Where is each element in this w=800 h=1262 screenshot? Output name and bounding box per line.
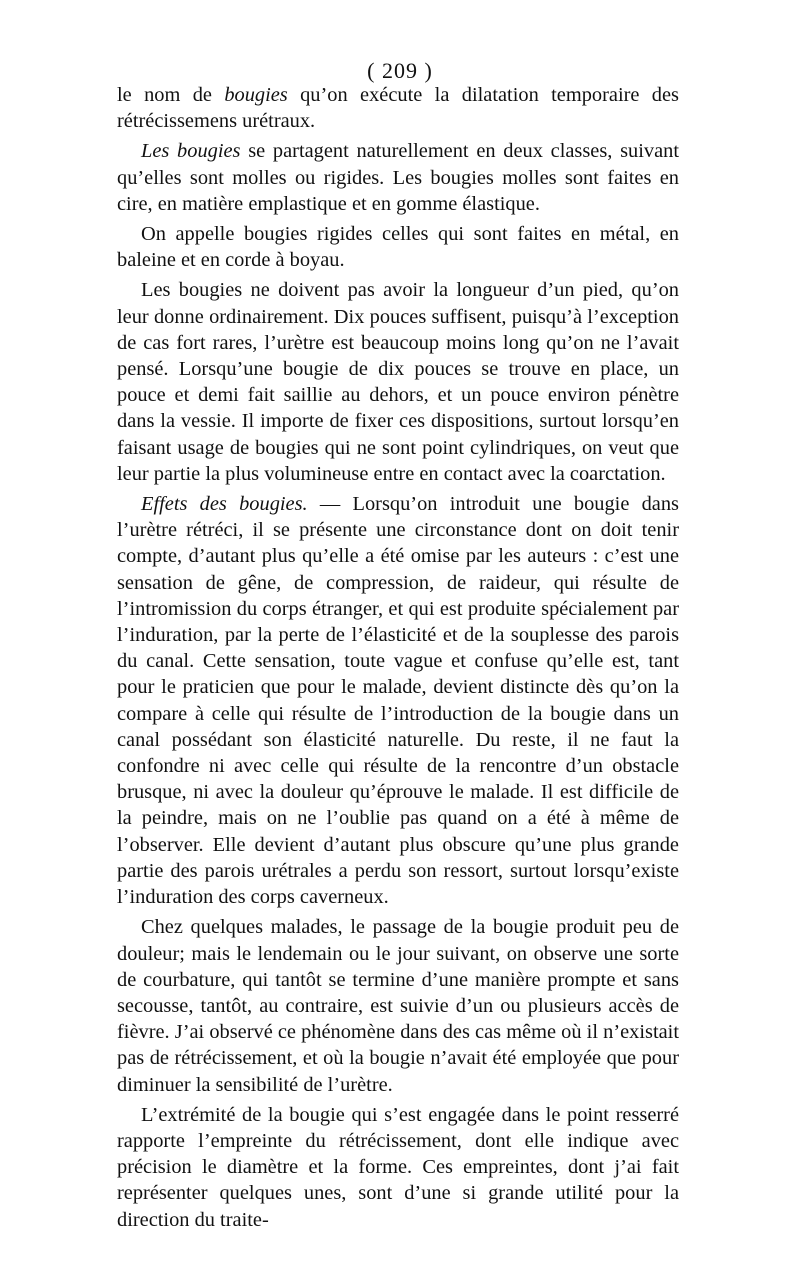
paragraph [117, 82, 679, 134]
paragraph [117, 1102, 679, 1233]
text-run: — Lorsqu’on introduit une bougie dans l’urètre rétréci, il se présente une circonstance dont on doit tenir compte, d’autant plus qu’elle a été omise par les auteurs : c’est une sensation de gêne, de compression, de raideur, qui résulte de l’intromission du corps étranger, et qui est produite spécialement par l’induration, par la perte de l’élasticité et de la souplesse des parois du canal. Cette sensation, toute vague et confuse qu’elle est, tant pour le praticien que pour le malade, devient distincte dès qu’on la compare à celle qui résulte de l’introduction de la bougie dans un canal possédant son élasticité naturelle. Du reste, il ne faut la confondre ni avec celle qui résulte de la rencontre d’un obstacle brusque, ni avec la douleur qu’éprouve le malade. Il est difficile de la peindre, mais on ne l’oublie pas quand on a été à même de l’observer. Elle devient d’autant plus obscure qu’une plus grande partie des parois urétrales a perdu son ressort, surtout lorsqu’existe l’induration des corps caverneux. [117, 493, 679, 909]
paragraph [117, 221, 679, 273]
text-run: L’extrémité de la bougie qui s’est engagée dans le point resserré rapporte l’empreinte du rétrécissement, dont elle indique avec précision le diamètre et la forme. Ces empreintes, dont j’ai fait représenter quelques unes, sont d’une si grande utilité pour la direction du traite- [117, 1103, 679, 1231]
text-run: se partagent naturellement en deux classes, suivant qu’elles sont molles ou rigides. Les bougies molles sont faites en cire, en matière emplastique et en gomme élastique. [117, 140, 679, 215]
text-run: On appelle bougies rigides celles qui sont faites en métal, en baleine et en corde à boyau. [117, 223, 679, 272]
paragraph [117, 491, 679, 910]
text-run: le nom de [117, 84, 225, 106]
italic-run: Effets des bougies. [141, 493, 308, 516]
paragraph [117, 914, 679, 1097]
text-run: qu’on exécute la dilatation temporaire des rétrécissemens urétraux. [117, 84, 679, 133]
body-text [117, 82, 679, 1233]
italic-run: bougies [224, 84, 288, 106]
text-run: Les bougies ne doivent pas avoir la longueur d’un pied, qu’on leur donne ordinairement. Dix pouces suffisent, puisqu’à l’exception de cas fort rares, l’urètre est beaucoup moins long qu’on ne l’avait pensé. Lorsqu’une bougie de dix pouces se trouve en place, un pouce et demi fait saillie au dehors, et un pouce environ pénètre dans la vessie. Il importe de fixer ces dispositions, surtout lorsqu’en faisant usage de bougies qui ne sont point cylindriques, on veut que leur partie la plus volumineuse entre en contact avec la coarctation. [117, 279, 679, 485]
text-run: Chez quelques malades, le passage de la bougie produit peu de douleur; mais le lendemain ou le jour suivant, on observe une sorte de courbature, qui tantôt se termine d’une manière prompte et sans secousse, tantôt, au contraire, est suivie d’un ou plusieurs accès de fièvre. J’ai observé ce phénomène dans des cas même où il n’existait pas de rétrécissement, et où la bougie n’avait été employée que pour diminuer la sensibilité de l’urètre. [117, 916, 679, 1096]
paragraph [117, 277, 679, 487]
page-number: ( 209 ) [367, 58, 433, 83]
paragraph [117, 138, 679, 217]
italic-run: Les bougies [141, 140, 241, 163]
